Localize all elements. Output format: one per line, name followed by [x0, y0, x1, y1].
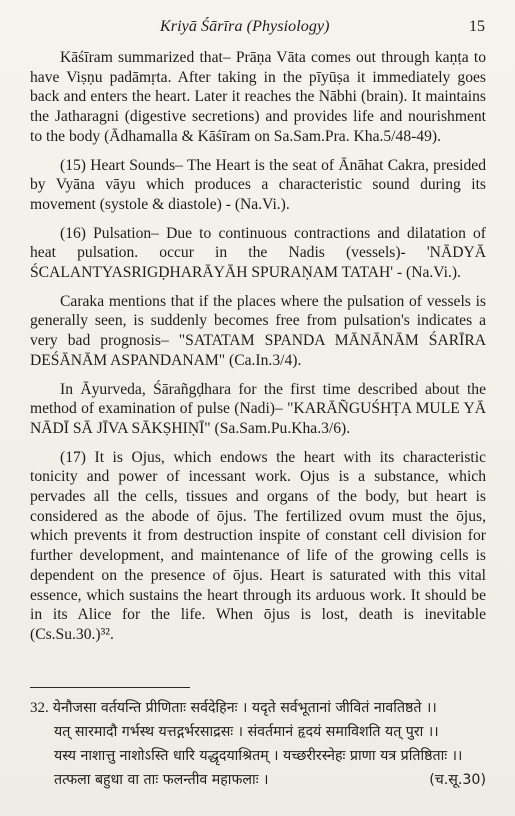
footnote-number: 32.: [30, 700, 49, 716]
footnote-verse: यत् सारमादौ गर्भस्थ यत्तद्गर्भरसाद्रसः । संवर्तमानं हृदयं समाविशति यत् पुरा ।।: [54, 724, 439, 740]
footnote-line: [30, 768, 486, 792]
paragraph-ojus: (17) It is Ojus, which endows the heart with its characteristic tonicity and power of incessant work. Ojus is a substance, which pervades all the cells, tissues and organs of the body, but heart is considered as the abode of ōjus. The fertilized ovum must the ōjus, which prevents it from destruction inspite of constant cell division for further development, and maintenance of life of the growing cells is dependent on the presence of ōjus. Heart is saturated with this vital essence, which sustains the heart through its arduous work. It should be in its Alice for the life. When ōjus is lost, death is inevitable (Cs.Su.30.)³².: [30, 448, 486, 643]
footnote: [30, 696, 486, 792]
footnote-line: [30, 744, 486, 768]
footnote-line: [30, 720, 486, 744]
footnote-verse: यस्य नाशात्तु नाशोऽस्ति धारि यद्धृदयाश्रितम् । यच्छरीरस्नेहः प्राणा यत्र प्रतिष्ठिताः ।।: [54, 748, 463, 764]
page-header: [0, 18, 515, 40]
body-text: [30, 48, 486, 654]
paragraph-kasiram: Kāśīram summarized that– Prāṇa Vāta comes out through kaṇṭa to have Viṣṇu padāmṛta. After taking in the pīyūṣa it immediately goes back and enters the heart. Later it reaches the Nābhi (brain). It maintains the Jatharagni (digestive secretions) and provides life and nourishment to the body (Ādhamalla & Kāśīram on Sa.Sam.Pra. Kha.5/48-49).: [30, 49, 486, 145]
running-head: Kriyā Śārīra (Physiology): [160, 18, 330, 35]
page-number: 15: [469, 18, 485, 35]
footnote-line: [30, 696, 486, 720]
paragraph-pulsation: (16) Pulsation– Due to continuous contractions and dilatation of heat pulsation. occur in the Nadis (vessels)- 'NĀDYĀ ŚCALANTYASRIGḌHARĀYĀH SPURAṆAM TATAH' - (Na.Vi.).: [30, 224, 486, 282]
footnote-verse: तत्फला बहुधा वा ताः फलन्तीव महाफलाः ।: [54, 772, 269, 788]
paragraph-caraka: Caraka mentions that if the places where the pulsation of vessels is generally seen, is suddenly becomes free from pulsation's indicates a very bad prognosis– "SATATAM SPANDA MĀNĀNĀM ŚARĪRA DEŚĀNĀM ASPANDANAM" (Ca.In.3/4).: [30, 292, 486, 369]
footnote-citation: (च.सू.30): [429, 772, 486, 788]
footnote-verse: येनौजसा वर्तयन्ति प्रीणिताः सर्वदेहिनः । यदृते सर्वभूतानां जीवितं नावतिष्ठते ।।: [52, 700, 437, 716]
paragraph-sarangdhara: In Āyurveda, Śārañgḍhara for the first time described about the method of examination of pulse (Nadi)– "KARĀÑGUŚHṬA MULE YĀ NĀDĪ SĀ JĪVA SĀKṢHIṆĪ" (Sa.Sam.Pu.Kha.3/6).: [30, 380, 486, 437]
footnote-separator: [30, 687, 190, 688]
paragraph-heart-sounds: (15) Heart Sounds– The Heart is the seat of Ānāhat Cakra, presided by Vyāna vāyu which produces a characteristic sound during its movement (systole & diastole) - (Na.Vi.).: [30, 156, 486, 213]
